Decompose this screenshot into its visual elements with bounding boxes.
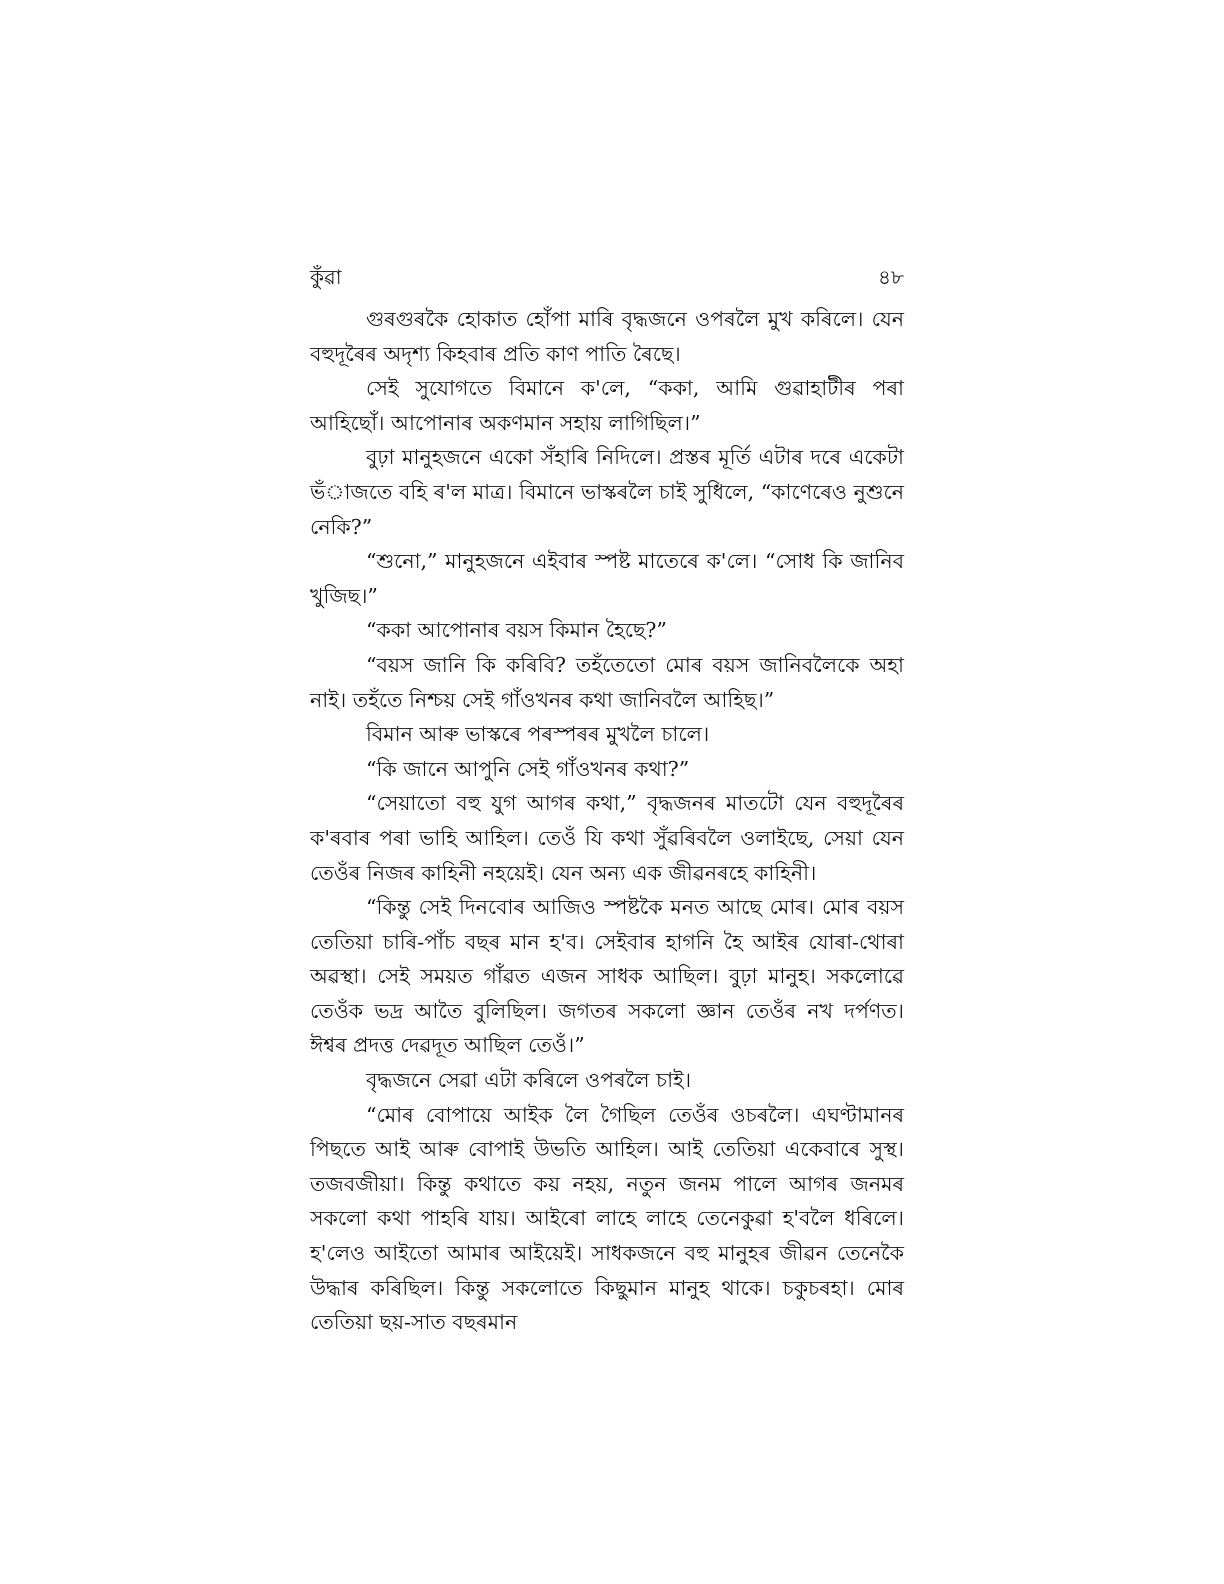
body-text bbox=[310, 302, 904, 1340]
paragraph: “সেয়াতো বহু যুগ আগৰ কথা,” বৃদ্ধজনৰ মাতটো যেন বহুদূৰৈৰ ক'ৰবাৰ পৰা ভাহি আহিল। তেওঁ যি কথা সুঁৱৰিবলৈ ওলাইছে, সেয়া যেন তেওঁৰ নিজৰ কাহিনী নহয়েই। যেন অন্য এক জীৱনৰহে কাহিনী। bbox=[310, 791, 904, 885]
paragraph: “ককা আপোনাৰ বয়স কিমান হৈছে?” bbox=[366, 618, 667, 643]
paragraph: “বয়স জানি কি কৰিবি? তহঁতেতো মোৰ বয়স জানিবলৈকে অহা নাই। তহঁতে নিশ্চয় সেই গাঁওখনৰ কথা জানিবলৈ আহিছ।” bbox=[310, 652, 904, 712]
paragraph: “শুনো,” মানুহজনে এইবাৰ স্পষ্ট মাতেৰে ক'লে। “সোধ কি জানিব খুজিছ।” bbox=[310, 549, 904, 608]
paragraph: বৃদ্ধজনে সেৱা এটা কৰিলে ওপৰলৈ চাই। bbox=[366, 1068, 692, 1093]
running-title: কুঁৱা bbox=[310, 265, 342, 289]
page-number: ৪৮ bbox=[878, 265, 904, 289]
paragraph: বিমান আৰু ভাস্কৰে পৰস্পৰৰ মুখলৈ চালে। bbox=[366, 722, 710, 747]
paragraph: “কি জানে আপুনি সেই গাঁওখনৰ কথা?” bbox=[366, 756, 690, 781]
paragraph: “কিন্তু সেই দিনবোৰ আজিও স্পষ্টকৈ মনত আছে মোৰ। মোৰ বয়স তেতিয়া চাৰি-পাঁচ বছৰ মান হ'ব। সেইবাৰ হাগনি হৈ আইৰ যোৰা-থোৰা অৱস্থা। সেই সময়ত গাঁৱত এজন সাধক আছিল। বুঢ়া মানুহ। সকলোৱে তেওঁক ভদ্ৰ আতৈ বুলিছিল। জগতৰ সকলো জ্ঞান তেওঁৰ নখ দৰ্পণত। ঈশ্বৰ প্ৰদত্ত দেৱদূত আছিল তেওঁ।” bbox=[310, 895, 904, 1058]
paragraph: গুৰগুৰকৈ হোকাত হোঁপা মাৰি বৃদ্ধজনে ওপৰলৈ মুখ কৰিলে। যেন বহুদূৰৈৰ অদৃশ্য কিহবাৰ প্ৰতি কাণ পাতি ৰৈছে। bbox=[310, 307, 904, 366]
paragraph: সেই সুযোগতে বিমানে ক'লে, “ককা, আমি গুৱাহাটীৰ পৰা আহিছোঁ। আপোনাৰ অকণমান সহায় লাগিছিল।” bbox=[310, 376, 904, 435]
paragraph: বুঢ়া মানুহজনে একো সঁহাৰি নিদিলে। প্ৰস্তৰ মূৰ্তি এটাৰ দৰে একেটা ভঁাজতে বহি ৰ'ল মাত্ৰ। বিমানে ভাস্কৰলৈ চাই সুধিলে, “কাণেৰেও নুশুনে নেকি?” bbox=[310, 445, 904, 539]
page-header bbox=[310, 262, 904, 292]
paragraph: “মোৰ বোপায়ে আইক লৈ গৈছিল তেওঁৰ ওচৰলৈ। এঘণ্টামানৰ পিছতে আই আৰু বোপাই উভতি আহিল। আই তেতিয়া একেবাৰে সুস্থ। তজবজীয়া। কিন্তু কথাতে কয় নহয়, নতুন জনম পালে আগৰ জনমৰ সকলো কথা পাহৰি যায়। আইৰো লাহে লাহে তেনেকুৱা হ'বলৈ ধৰিলে। হ'লেও আইতো আমাৰ আইয়েই। সাধকজনে বহু মানুহৰ জীৱন তেনেকৈ উদ্ধাৰ কৰিছিল। কিন্তু সকলোতে কিছুমান মানুহ থাকে। চকুচৰহা। মোৰ তেতিয়া ছয়-সাত বছৰমান bbox=[310, 1102, 904, 1335]
